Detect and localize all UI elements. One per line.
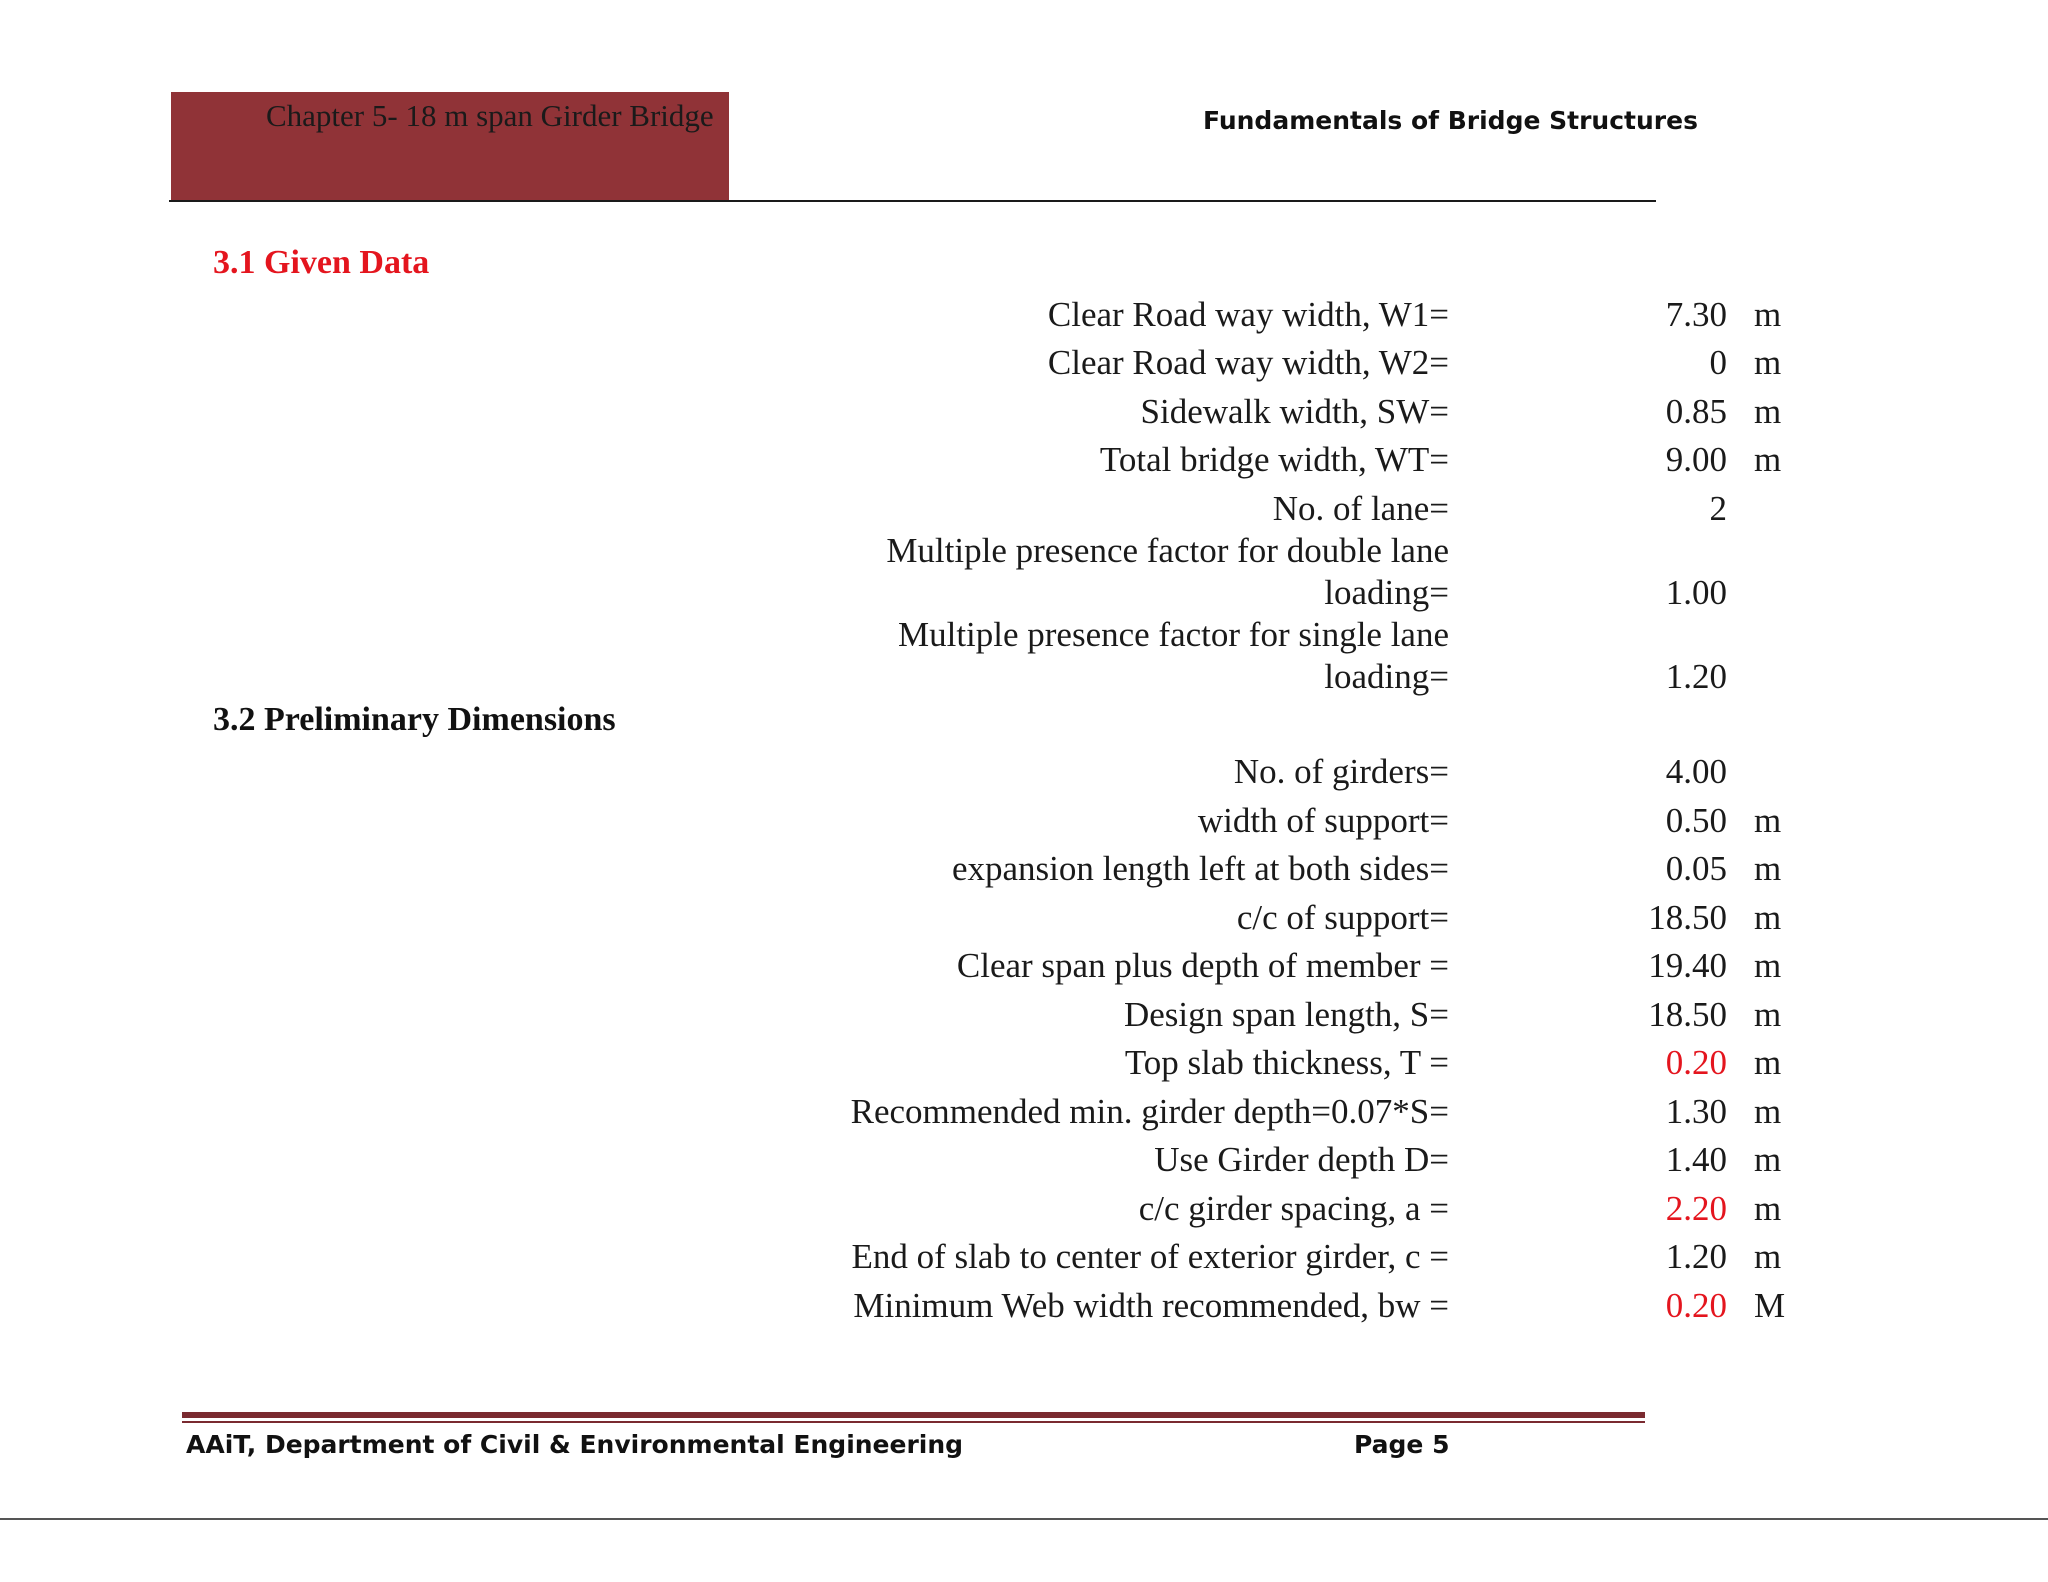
footer-department: AAiT, Department of Civil & Environmental Engineering [186,1430,964,1459]
data-row [0,1285,2048,1333]
row-label-line2: loading= [1324,573,1449,612]
data-row [0,1042,2048,1090]
row-value-highlight: 0.20 [1665,1043,1727,1082]
row-label: Use Girder depth D= [1154,1140,1449,1179]
data-row [0,439,2048,487]
page-edge-divider [0,1518,2048,1520]
footer-divider [182,1412,1645,1418]
row-value: 1.00 [1665,573,1727,612]
data-row [0,1139,2048,1187]
row-label: Clear Road way width, W2= [1047,343,1449,382]
row-unit: m [1754,801,1782,840]
data-row [0,656,2048,704]
row-value: 0 [1709,343,1727,382]
row-label: c/c girder spacing, a = [1138,1189,1449,1228]
row-label: Minimum Web width recommended, bw = [853,1286,1449,1325]
row-label: Recommended min. girder depth=0.07*S= [850,1092,1449,1131]
row-unit: m [1754,1237,1782,1276]
book-title: Fundamentals of Bridge Structures [1203,106,1698,135]
data-row [0,572,2048,620]
data-row [0,1188,2048,1236]
data-row [0,800,2048,848]
data-row [0,391,2048,439]
data-row [0,530,2048,578]
row-label: width of support= [1197,801,1449,840]
row-unit: m [1754,392,1782,431]
row-unit: m [1754,440,1782,479]
data-row [0,848,2048,896]
row-value: 18.50 [1648,898,1727,937]
row-label: c/c of support= [1236,898,1449,937]
row-value-highlight: 0.20 [1665,1286,1727,1325]
page-number: Page 5 [1354,1430,1450,1459]
row-unit: M [1754,1286,1786,1325]
row-unit: m [1754,1189,1782,1228]
chapter-title: Chapter 5- 18 m span Girder Bridge [266,98,714,133]
row-value: 0.85 [1665,392,1727,431]
data-row [0,897,2048,945]
row-value: 0.05 [1665,849,1727,888]
data-row [0,945,2048,993]
row-label: End of slab to center of exterior girder, c = [851,1237,1449,1276]
row-value: 4.00 [1665,752,1727,791]
data-row [0,994,2048,1042]
data-row [0,488,2048,536]
row-value: 1.40 [1665,1140,1727,1179]
data-row [0,614,2048,662]
row-label: Total bridge width, WT= [1099,440,1449,479]
row-value: 7.30 [1665,295,1727,334]
row-label-line1: Multiple presence factor for double lane [886,531,1449,570]
row-value-highlight: 2.20 [1665,1189,1727,1228]
row-label-line1: Multiple presence factor for single lane [897,615,1449,654]
data-row [0,342,2048,390]
row-value: 9.00 [1665,440,1727,479]
row-value: 18.50 [1648,995,1727,1034]
row-value: 1.30 [1665,1092,1727,1131]
row-value: 2 [1709,489,1727,528]
row-unit: m [1754,849,1782,888]
row-label: Top slab thickness, T = [1124,1043,1449,1082]
row-unit: m [1754,946,1782,985]
row-unit: m [1754,343,1782,382]
row-value: 1.20 [1665,657,1727,696]
row-value: 19.40 [1648,946,1727,985]
row-label: Clear span plus depth of member = [956,946,1449,985]
row-label: expansion length left at both sides= [951,849,1449,888]
row-label: No. of lane= [1272,489,1449,528]
row-unit: m [1754,1140,1782,1179]
row-unit: m [1754,898,1782,937]
row-label: Design span length, S= [1124,995,1449,1034]
data-row [0,1091,2048,1139]
data-row [0,751,2048,799]
section-title-preliminary-dimensions: 3.2 Preliminary Dimensions [213,701,616,738]
header-divider [169,200,1656,202]
row-value: 0.50 [1665,801,1727,840]
row-unit: m [1754,295,1782,334]
row-label: No. of girders= [1233,752,1449,791]
row-unit: m [1754,1092,1782,1131]
row-label: Clear Road way width, W1= [1047,295,1449,334]
row-value: 1.20 [1665,1237,1727,1276]
row-unit: m [1754,995,1782,1034]
data-row [0,1236,2048,1284]
row-unit: m [1754,1043,1782,1082]
row-label-line2: loading= [1324,657,1449,696]
footer-divider-thin [182,1421,1645,1423]
data-row [0,294,2048,342]
row-label: Sidewalk width, SW= [1140,392,1449,431]
section-title-given-data: 3.1 Given Data [213,244,430,281]
